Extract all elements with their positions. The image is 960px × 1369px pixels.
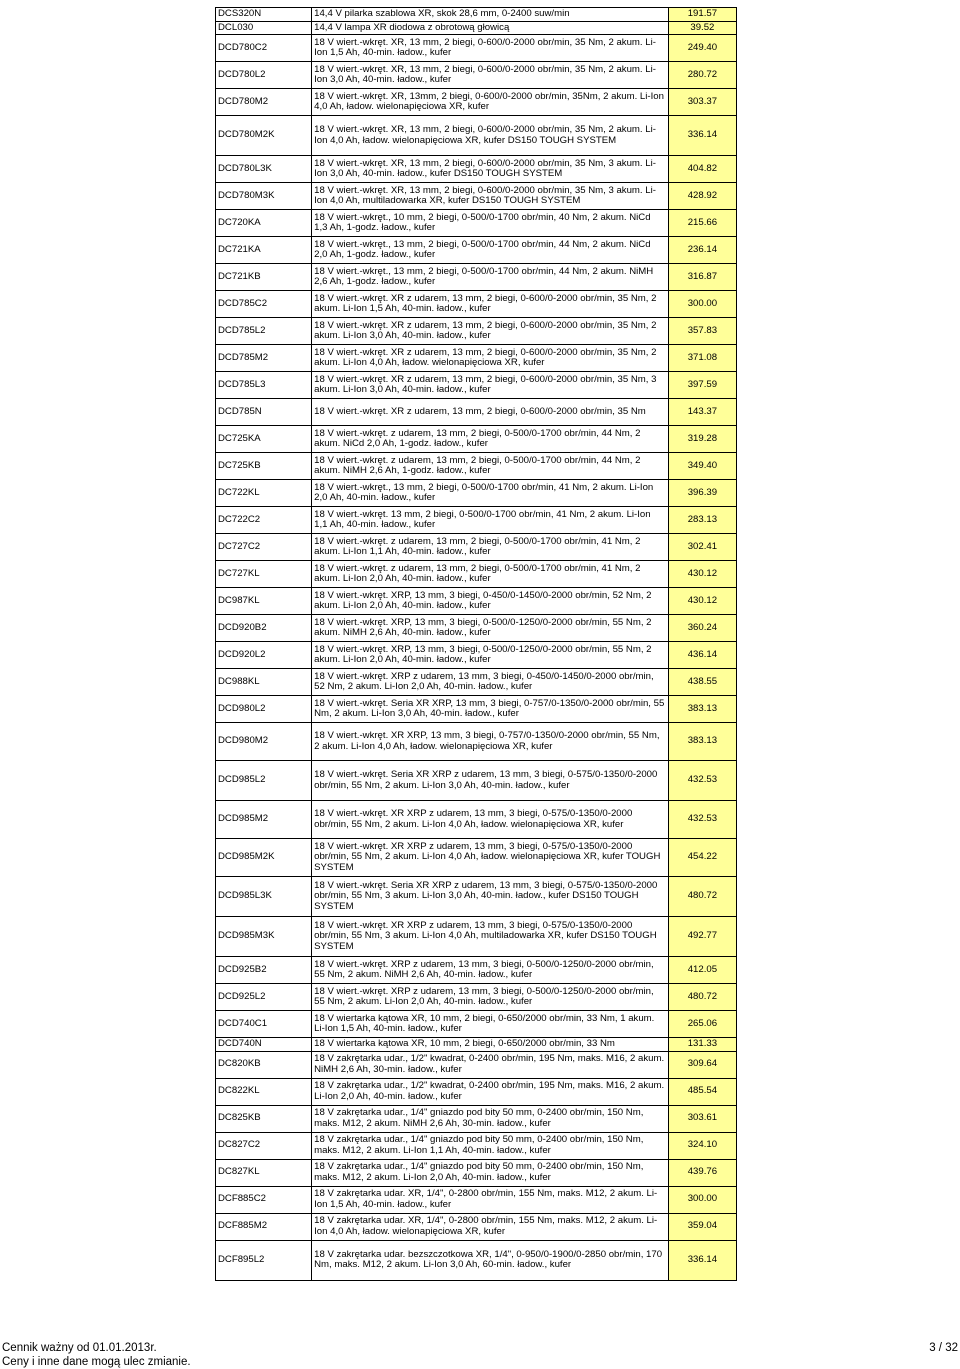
product-code: DC822KL	[216, 1078, 312, 1105]
table-row	[216, 723, 737, 761]
product-description: 18 V wiert.-wkręt. XRP z udarem, 13 mm, 3 biegi, 0-450/0-1450/0-2000 obr/min, 52 Nm, 2 akum. Li-Ion 2,0 Ah, 40-min. ładow., kufer	[312, 669, 669, 696]
product-code: DC725KA	[216, 426, 312, 453]
product-code: DCD780L3K	[216, 156, 312, 183]
table-row	[216, 1038, 737, 1052]
product-code: DCD780M2	[216, 89, 312, 116]
table-row	[216, 116, 737, 156]
product-code: DCD780L2	[216, 62, 312, 89]
product-description: 18 V wiert.-wkręt. z udarem, 13 mm, 2 biegi, 0-500/0-1700 obr/min, 44 Nm, 2 akum. NiMH 2,6 Ah, 1-godz. ładow., kufer	[312, 453, 669, 480]
product-price: 303.37	[668, 89, 736, 116]
product-description: 18 V wiert.-wkręt. z udarem, 13 mm, 2 biegi, 0-500/0-1700 obr/min, 44 Nm, 2 akum. NiCd 2,0 Ah, 1-godz. ładow., kufer	[312, 426, 669, 453]
product-code: DCS320N	[216, 8, 312, 22]
table-row	[216, 345, 737, 372]
product-description: 18 V wiert.-wkręt. XRP z udarem, 13 mm, 3 biegi, 0-500/0-1250/0-2000 obr/min, 55 Nm, 2 akum. NiMH 2,6 Ah, 40-min. ładow., kufer	[312, 957, 669, 984]
product-description: 18 V zakrętarka udar., 1/4" gniazdo pod bity 50 mm, 0-2400 obr/min, 150 Nm, maks. M12, 2 akum. Li-Ion 1,1 Ah, 40-min. ładow., kufer	[312, 1132, 669, 1159]
table-row	[216, 507, 737, 534]
table-row	[216, 588, 737, 615]
product-description: 18 V wiert.-wkręt. XR z udarem, 13 mm, 2 biegi, 0-600/0-2000 obr/min, 35 Nm, 2 akum. Li-Ion 1,5 Ah, 40-min. ładow., kufer	[312, 291, 669, 318]
table-row	[216, 210, 737, 237]
product-price: 249.40	[668, 35, 736, 62]
product-code: DCD920L2	[216, 642, 312, 669]
product-description: 18 V wiert.-wkręt. XR XRP z udarem, 13 mm, 3 biegi, 0-575/0-1350/0-2000 obr/min, 55 Nm, 2 akum. Li-Ion 4,0 Ah, ładow. wielonapięciowa XR, kufer	[312, 801, 669, 839]
product-code: DCD785N	[216, 399, 312, 426]
product-code: DCF895L2	[216, 1240, 312, 1280]
table-row	[216, 1132, 737, 1159]
table-row	[216, 839, 737, 877]
table-row	[216, 35, 737, 62]
product-description: 14,4 V pilarka szablowa XR, skok 28,6 mm, 0-2400 suw/min	[312, 8, 669, 22]
table-row	[216, 1078, 737, 1105]
product-code: DCD925B2	[216, 957, 312, 984]
product-price: 397.59	[668, 372, 736, 399]
product-description: 18 V wiert.-wkręt. XRP, 13 mm, 3 biegi, 0-450/0-1450/0-2000 obr/min, 52 Nm, 2 akum. Li-Ion 2,0 Ah, 40-min. ładow., kufer	[312, 588, 669, 615]
table-row	[216, 984, 737, 1011]
product-price: 191.57	[668, 8, 736, 22]
product-price: 436.14	[668, 642, 736, 669]
price-table	[215, 7, 737, 1281]
table-row	[216, 801, 737, 839]
product-code: DCD985M2	[216, 801, 312, 839]
product-description: 18 V wiert.-wkręt. XR, 13 mm, 2 biegi, 0-600/0-2000 obr/min, 35 Nm, 2 akum. Li-Ion 1,5 Ah, 40-min. ładow., kufer	[312, 35, 669, 62]
table-row	[216, 561, 737, 588]
product-description: 18 V wiert.-wkręt. XRP, 13 mm, 3 biegi, 0-500/0-1250/0-2000 obr/min, 55 Nm, 2 akum. Li-Ion 2,0 Ah, 40-min. ładow., kufer	[312, 642, 669, 669]
product-price: 396.39	[668, 480, 736, 507]
product-price: 371.08	[668, 345, 736, 372]
product-code: DC820KB	[216, 1051, 312, 1078]
product-code: DC987KL	[216, 588, 312, 615]
product-description: 18 V wiert.-wkręt. Seria XR XRP z udarem, 13 mm, 3 biegi, 0-575/0-1350/0-2000 obr/min, 55 Nm, 3 akum. Li-Ion 3,0 Ah, 40-min. ładow., kufer DS150 TOUGH SYSTEM	[312, 877, 669, 917]
product-price: 430.12	[668, 561, 736, 588]
product-price: 383.13	[668, 696, 736, 723]
product-description: 18 V wiert.-wkręt. z udarem, 13 mm, 2 biegi, 0-500/0-1700 obr/min, 41 Nm, 2 akum. Li-Ion 1,1 Ah, 40-min. ładow., kufer	[312, 534, 669, 561]
product-price: 485.54	[668, 1078, 736, 1105]
product-price: 316.87	[668, 264, 736, 291]
product-description: 18 V wiertarka kątowa XR, 10 mm, 2 biegi, 0-650/2000 obr/min, 33 Nm, 1 akum. Li-Ion 1,5 Ah, 40-min. ładow., kufer	[312, 1011, 669, 1038]
product-code: DCD740N	[216, 1038, 312, 1052]
product-price: 319.28	[668, 426, 736, 453]
product-price: 404.82	[668, 156, 736, 183]
product-description: 18 V wiertarka kątowa XR, 10 mm, 2 biegi, 0-650/2000 obr/min, 33 Nm	[312, 1038, 669, 1052]
product-price: 303.61	[668, 1105, 736, 1132]
product-code: DC722KL	[216, 480, 312, 507]
product-description: 18 V zakrętarka udar. XR, 1/4", 0-2800 obr/min, 155 Nm, maks. M12, 2 akum. Li-Ion 1,5 Ah, 40-min. ładow., kufer	[312, 1186, 669, 1213]
product-code: DC827C2	[216, 1132, 312, 1159]
table-row	[216, 957, 737, 984]
page-number: 3 / 32	[929, 1342, 958, 1354]
table-row	[216, 89, 737, 116]
table-row	[216, 372, 737, 399]
table-row	[216, 318, 737, 345]
footer-disclaimer: Ceny i inne dane mogą ulec zmianie.	[2, 1356, 191, 1368]
product-code: DC725KB	[216, 453, 312, 480]
table-row	[216, 8, 737, 22]
product-description: 18 V wiert.-wkręt., 10 mm, 2 biegi, 0-500/0-1700 obr/min, 40 Nm, 2 akum. NiCd 1,3 Ah, 1-godz. ładow., kufer	[312, 210, 669, 237]
product-price: 300.00	[668, 1186, 736, 1213]
product-description: 18 V wiert.-wkręt. XR, 13 mm, 2 biegi, 0-600/0-2000 obr/min, 35 Nm, 3 akum. Li-Ion 3,0 Ah, 40-min. ładow., kufer DS150 TOUGH SYSTEM	[312, 156, 669, 183]
product-code: DCD740C1	[216, 1011, 312, 1038]
product-code: DC722C2	[216, 507, 312, 534]
product-price: 428.92	[668, 183, 736, 210]
product-price: 336.14	[668, 1240, 736, 1280]
product-description: 18 V zakrętarka udar., 1/2" kwadrat, 0-2400 obr/min, 195 Nm, maks. M16, 2 akum. NiMH 2,6 Ah, 30-min. ładow., kufer	[312, 1051, 669, 1078]
product-code: DCL030	[216, 21, 312, 35]
product-code: DCD980L2	[216, 696, 312, 723]
product-code: DCD985L2	[216, 761, 312, 801]
product-code: DC825KB	[216, 1105, 312, 1132]
table-row	[216, 1159, 737, 1186]
table-row	[216, 62, 737, 89]
table-row	[216, 1011, 737, 1038]
product-code: DCD985M2K	[216, 839, 312, 877]
table-row	[216, 1213, 737, 1240]
table-row	[216, 291, 737, 318]
product-code: DC988KL	[216, 669, 312, 696]
product-description: 14,4 V lampa XR diodowa z obrotową głowicą	[312, 21, 669, 35]
product-price: 412.05	[668, 957, 736, 984]
product-description: 18 V wiert.-wkręt. XR z udarem, 13 mm, 2 biegi, 0-600/0-2000 obr/min, 35 Nm, 2 akum. Li-Ion 4,0 Ah, ładow. wielonapięciowa XR, kufer	[312, 345, 669, 372]
product-price: 39.52	[668, 21, 736, 35]
product-price: 432.53	[668, 801, 736, 839]
product-description: 18 V wiert.-wkręt., 13 mm, 2 biegi, 0-500/0-1700 obr/min, 41 Nm, 2 akum. Li-Ion 2,0 Ah, 40-min. ładow., kufer	[312, 480, 669, 507]
product-price: 283.13	[668, 507, 736, 534]
product-code: DCD780M3K	[216, 183, 312, 210]
product-price: 480.72	[668, 984, 736, 1011]
product-code: DCD785M2	[216, 345, 312, 372]
product-description: 18 V wiert.-wkręt. XR, 13 mm, 2 biegi, 0-600/0-2000 obr/min, 35 Nm, 2 akum. Li-Ion 4,0 Ah, ładow. wielonapięciowa XR, kufer DS150 TOUGH SYSTEM	[312, 116, 669, 156]
table-row	[216, 1105, 737, 1132]
product-price: 309.64	[668, 1051, 736, 1078]
product-description: 18 V zakrętarka udar., 1/4" gniazdo pod bity 50 mm, 0-2400 obr/min, 150 Nm, maks. M12, 2 akum. Li-Ion 2,0 Ah, 40-min. ładow., kufer	[312, 1159, 669, 1186]
product-description: 18 V wiert.-wkręt. XR, 13mm, 2 biegi, 0-600/0-2000 obr/min, 35Nm, 2 akum. Li-Ion 4,0 Ah, ładow. wielonapięciowa XR, kufer	[312, 89, 669, 116]
product-description: 18 V wiert.-wkręt. Seria XR XRP, 13 mm, 3 biegi, 0-757/0-1350/0-2000 obr/min, 55 Nm, 2 akum. Li-Ion 3,0 Ah, 40-min. ładow., kufer	[312, 696, 669, 723]
table-row	[216, 183, 737, 210]
product-description: 18 V wiert.-wkręt. z udarem, 13 mm, 2 biegi, 0-500/0-1700 obr/min, 41 Nm, 2 akum. Li-Ion 2,0 Ah, 40-min. ładow., kufer	[312, 561, 669, 588]
table-row	[216, 399, 737, 426]
product-description: 18 V wiert.-wkręt. XR XRP, 13 mm, 3 biegi, 0-757/0-1350/0-2000 obr/min, 55 Nm, 2 akum. Li-Ion 4,0 Ah, ładow. wielonapięciowa XR, kufer	[312, 723, 669, 761]
product-description: 18 V wiert.-wkręt., 13 mm, 2 biegi, 0-500/0-1700 obr/min, 44 Nm, 2 akum. NiMH 2,6 Ah, 1-godz. ładow., kufer	[312, 264, 669, 291]
product-description: 18 V wiert.-wkręt. XRP z udarem, 13 mm, 3 biegi, 0-500/0-1250/0-2000 obr/min, 55 Nm, 2 akum. Li-Ion 2,0 Ah, 40-min. ładow., kufer	[312, 984, 669, 1011]
product-price: 324.10	[668, 1132, 736, 1159]
product-code: DCD785L3	[216, 372, 312, 399]
product-description: 18 V wiert.-wkręt. XR, 13 mm, 2 biegi, 0-600/0-2000 obr/min, 35 Nm, 2 akum. Li-Ion 3,0 Ah, 40-min. ładow., kufer	[312, 62, 669, 89]
table-row	[216, 237, 737, 264]
product-price: 454.22	[668, 839, 736, 877]
product-code: DCD925L2	[216, 984, 312, 1011]
product-description: 18 V zakrętarka udar., 1/2" kwadrat, 0-2400 obr/min, 195 Nm, maks. M16, 2 akum. Li-Ion 2,0 Ah, 40-min. ładow., kufer	[312, 1078, 669, 1105]
table-row	[216, 1240, 737, 1280]
table-row	[216, 615, 737, 642]
footer-notes	[2, 1341, 191, 1369]
table-row	[216, 21, 737, 35]
table-row	[216, 761, 737, 801]
product-price: 439.76	[668, 1159, 736, 1186]
product-description: 18 V wiert.-wkręt. 13 mm, 2 biegi, 0-500/0-1700 obr/min, 41 Nm, 2 akum. Li-Ion 1,1 Ah, 40-min. ładow., kufer	[312, 507, 669, 534]
product-code: DCD985L3K	[216, 877, 312, 917]
product-price: 280.72	[668, 62, 736, 89]
price-table-body	[216, 8, 737, 1281]
product-code: DCF885C2	[216, 1186, 312, 1213]
table-row	[216, 642, 737, 669]
product-price: 349.40	[668, 453, 736, 480]
product-price: 492.77	[668, 917, 736, 957]
table-row	[216, 453, 737, 480]
product-price: 432.53	[668, 761, 736, 801]
product-price: 359.04	[668, 1213, 736, 1240]
table-row	[216, 1051, 737, 1078]
product-description: 18 V wiert.-wkręt. XR, 13 mm, 2 biegi, 0-600/0-2000 obr/min, 35 Nm, 3 akum. Li-Ion 4,0 Ah, multiladowarka XR, kufer DS150 TOUGH SYSTEM	[312, 183, 669, 210]
product-code: DC727C2	[216, 534, 312, 561]
product-description: 18 V wiert.-wkręt. XR z udarem, 13 mm, 2 biegi, 0-600/0-2000 obr/min, 35 Nm	[312, 399, 669, 426]
product-price: 480.72	[668, 877, 736, 917]
product-description: 18 V wiert.-wkręt. XR z udarem, 13 mm, 2 biegi, 0-600/0-2000 obr/min, 35 Nm, 3 akum. Li-Ion 3,0 Ah, 40-min. ładow., kufer	[312, 372, 669, 399]
product-price: 357.83	[668, 318, 736, 345]
product-code: DC720KA	[216, 210, 312, 237]
table-row	[216, 669, 737, 696]
table-row	[216, 480, 737, 507]
product-code: DCF885M2	[216, 1213, 312, 1240]
product-code: DC721KB	[216, 264, 312, 291]
product-description: 18 V wiert.-wkręt. XR XRP z udarem, 13 mm, 3 biegi, 0-575/0-1350/0-2000 obr/min, 55 Nm, 3 akum. Li-Ion 4,0 Ah, multiladowarka XR, kufer DS150 TOUGH SYSTEM	[312, 917, 669, 957]
table-row	[216, 877, 737, 917]
product-price: 300.00	[668, 291, 736, 318]
product-code: DCD780C2	[216, 35, 312, 62]
product-description: 18 V zakrętarka udar., 1/4" gniazdo pod bity 50 mm, 0-2400 obr/min, 150 Nm, maks. M12, 2 akum. NiMH 2,6 Ah, 30-min. ładow., kufer	[312, 1105, 669, 1132]
table-row	[216, 426, 737, 453]
product-description: 18 V wiert.-wkręt. XR z udarem, 13 mm, 2 biegi, 0-600/0-2000 obr/min, 35 Nm, 2 akum. Li-Ion 3,0 Ah, 40-min. ładow., kufer	[312, 318, 669, 345]
table-row	[216, 264, 737, 291]
product-code: DCD785L2	[216, 318, 312, 345]
product-code: DCD780M2K	[216, 116, 312, 156]
product-price: 336.14	[668, 116, 736, 156]
product-code: DCD985M3K	[216, 917, 312, 957]
product-price: 360.24	[668, 615, 736, 642]
table-row	[216, 534, 737, 561]
product-code: DC721KA	[216, 237, 312, 264]
table-row	[216, 1186, 737, 1213]
product-code: DCD785C2	[216, 291, 312, 318]
product-description: 18 V wiert.-wkręt., 13 mm, 2 biegi, 0-500/0-1700 obr/min, 44 Nm, 2 akum. NiCd 2,0 Ah, 1-godz. ładow., kufer	[312, 237, 669, 264]
table-row	[216, 696, 737, 723]
table-row	[216, 156, 737, 183]
product-description: 18 V zakrętarka udar. XR, 1/4", 0-2800 obr/min, 155 Nm, maks. M12, 2 akum. Li-Ion 4,0 Ah, ładow. wielonapięciowa XR, kufer	[312, 1213, 669, 1240]
table-row	[216, 917, 737, 957]
product-code: DCD920B2	[216, 615, 312, 642]
footer-validity: Cennik ważny od 01.01.2013r.	[2, 1342, 157, 1354]
product-description: 18 V zakrętarka udar. bezszczotkowa XR, 1/4", 0-950/0-1900/0-2850 obr/min, 170 Nm, maks. M12, 2 akum. Li-Ion 3,0 Ah, 60-min. ładow., kufer	[312, 1240, 669, 1280]
product-price: 265.06	[668, 1011, 736, 1038]
product-code: DC827KL	[216, 1159, 312, 1186]
product-price: 131.33	[668, 1038, 736, 1052]
product-price: 383.13	[668, 723, 736, 761]
product-price: 302.41	[668, 534, 736, 561]
product-code: DCD980M2	[216, 723, 312, 761]
product-price: 438.55	[668, 669, 736, 696]
product-price: 236.14	[668, 237, 736, 264]
product-description: 18 V wiert.-wkręt. XR XRP z udarem, 13 mm, 3 biegi, 0-575/0-1350/0-2000 obr/min, 55 Nm, 2 akum. Li-Ion 4,0 Ah, ładow. wielonapięciowa XR, kufer TOUGH SYSTEM	[312, 839, 669, 877]
product-price: 215.66	[668, 210, 736, 237]
product-price: 430.12	[668, 588, 736, 615]
product-description: 18 V wiert.-wkręt. XRP, 13 mm, 3 biegi, 0-500/0-1250/0-2000 obr/min, 55 Nm, 2 akum. NiMH 2,6 Ah, 40-min. ładow., kufer	[312, 615, 669, 642]
product-price: 143.37	[668, 399, 736, 426]
product-description: 18 V wiert.-wkręt. Seria XR XRP z udarem, 13 mm, 3 biegi, 0-575/0-1350/0-2000 obr/min, 55 Nm, 2 akum. Li-Ion 3,0 Ah, 40-min. ładow., kufer	[312, 761, 669, 801]
product-code: DC727KL	[216, 561, 312, 588]
